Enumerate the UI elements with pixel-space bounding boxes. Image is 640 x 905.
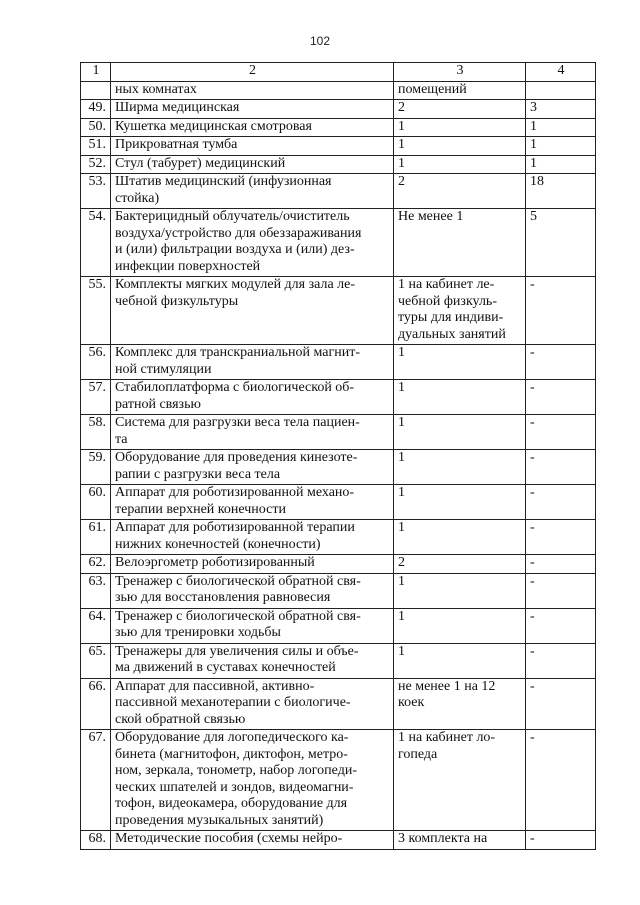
row-name: Прикроватная тумба bbox=[111, 137, 394, 156]
row-number: 50. bbox=[81, 118, 111, 137]
row-name: Оборудование для проведения кинезоте- рапии с разгрузки веса тела bbox=[111, 450, 394, 485]
table-row bbox=[81, 573, 596, 608]
row-standard: 1 на кабинет ле- чебной физкуль- туры для индиви- дуальных занятий bbox=[394, 277, 526, 345]
row-quantity: - bbox=[526, 415, 596, 450]
table-row bbox=[81, 137, 596, 156]
table-row bbox=[81, 100, 596, 119]
table-row bbox=[81, 209, 596, 277]
row-name: Стул (табурет) медицинский bbox=[111, 155, 394, 174]
row-number: 53. bbox=[81, 174, 111, 209]
row-name: ных комнатах bbox=[111, 81, 394, 100]
row-number: 57. bbox=[81, 380, 111, 415]
table-row bbox=[81, 81, 596, 100]
row-quantity: - bbox=[526, 520, 596, 555]
table-row bbox=[81, 345, 596, 380]
row-quantity: 1 bbox=[526, 155, 596, 174]
row-standard: 1 bbox=[394, 573, 526, 608]
header-cell-name: 2 bbox=[111, 63, 394, 82]
row-quantity: 1 bbox=[526, 137, 596, 156]
row-quantity: - bbox=[526, 608, 596, 643]
row-number: 68. bbox=[81, 831, 111, 850]
row-name: Аппарат для пассивной, активно- пассивной механотерапии с биологиче- ской обратной связью bbox=[111, 678, 394, 730]
row-number: 51. bbox=[81, 137, 111, 156]
row-number: 67. bbox=[81, 730, 111, 831]
row-quantity: - bbox=[526, 730, 596, 831]
row-standard: помещений bbox=[394, 81, 526, 100]
row-standard: 1 на кабинет ло- гопеда bbox=[394, 730, 526, 831]
row-quantity: - bbox=[526, 485, 596, 520]
row-standard: 1 bbox=[394, 137, 526, 156]
header-cell-qty: 4 bbox=[526, 63, 596, 82]
header-cell-standard: 3 bbox=[394, 63, 526, 82]
row-quantity bbox=[526, 81, 596, 100]
row-quantity: - bbox=[526, 573, 596, 608]
row-name: Аппарат для роботизированной терапии нижних конечностей (конечности) bbox=[111, 520, 394, 555]
row-standard: 2 bbox=[394, 100, 526, 119]
row-name: Аппарат для роботизированной механо- терапии верхней конечности bbox=[111, 485, 394, 520]
table-row bbox=[81, 380, 596, 415]
row-quantity: 3 bbox=[526, 100, 596, 119]
row-standard: 1 bbox=[394, 643, 526, 678]
row-quantity: 18 bbox=[526, 174, 596, 209]
table-row bbox=[81, 174, 596, 209]
row-name: Бактерицидный облучатель/очиститель воздуха/устройство для обеззараживания и (или) фильтрации воздуха и (или) дез- инфекции поверхностей bbox=[111, 209, 394, 277]
row-quantity: - bbox=[526, 277, 596, 345]
row-number: 52. bbox=[81, 155, 111, 174]
table-row bbox=[81, 831, 596, 850]
row-number: 55. bbox=[81, 277, 111, 345]
row-number: 60. bbox=[81, 485, 111, 520]
table-header-row bbox=[81, 63, 596, 82]
row-number: 63. bbox=[81, 573, 111, 608]
row-standard: 1 bbox=[394, 450, 526, 485]
row-quantity: - bbox=[526, 380, 596, 415]
table-row bbox=[81, 643, 596, 678]
row-number: 61. bbox=[81, 520, 111, 555]
row-standard: 1 bbox=[394, 155, 526, 174]
row-name: Штатив медицинский (инфузионная стойка) bbox=[111, 174, 394, 209]
row-name: Ширма медицинская bbox=[111, 100, 394, 119]
row-name: Велоэргометр роботизированный bbox=[111, 555, 394, 574]
row-name: Тренажер с биологической обратной свя- зью для тренировки ходьбы bbox=[111, 608, 394, 643]
row-number: 58. bbox=[81, 415, 111, 450]
table-row bbox=[81, 678, 596, 730]
row-standard: 1 bbox=[394, 485, 526, 520]
row-number: 56. bbox=[81, 345, 111, 380]
row-standard: 1 bbox=[394, 520, 526, 555]
row-name: Тренажеры для увеличения силы и объе- ма движений в суставах конечностей bbox=[111, 643, 394, 678]
row-standard: 2 bbox=[394, 555, 526, 574]
row-standard: 1 bbox=[394, 380, 526, 415]
table-row bbox=[81, 485, 596, 520]
row-name: Комплекс для транскраниальной магнит- ной стимуляции bbox=[111, 345, 394, 380]
row-quantity: - bbox=[526, 678, 596, 730]
table-row bbox=[81, 118, 596, 137]
row-standard: 3 комплекта на bbox=[394, 831, 526, 850]
row-quantity: - bbox=[526, 450, 596, 485]
table-row bbox=[81, 155, 596, 174]
row-quantity: - bbox=[526, 555, 596, 574]
table-row bbox=[81, 520, 596, 555]
row-number: 49. bbox=[81, 100, 111, 119]
row-number bbox=[81, 81, 111, 100]
row-standard: не менее 1 на 12 коек bbox=[394, 678, 526, 730]
row-standard: 1 bbox=[394, 345, 526, 380]
table-row bbox=[81, 608, 596, 643]
row-number: 59. bbox=[81, 450, 111, 485]
row-number: 65. bbox=[81, 643, 111, 678]
table-row bbox=[81, 730, 596, 831]
row-standard: 1 bbox=[394, 118, 526, 137]
equipment-table bbox=[80, 62, 596, 850]
row-name: Оборудование для логопедического ка- бинета (магнитофон, диктофон, метро- ном, зеркала, тонометр, набор логопеди- ческих шпателей и зондов, видеомагни- тофон, видеокамера, оборудование для проведения музыкальных занятий) bbox=[111, 730, 394, 831]
table-row bbox=[81, 555, 596, 574]
row-number: 64. bbox=[81, 608, 111, 643]
row-standard: 2 bbox=[394, 174, 526, 209]
header-cell-num: 1 bbox=[81, 63, 111, 82]
row-quantity: - bbox=[526, 643, 596, 678]
row-quantity: 1 bbox=[526, 118, 596, 137]
row-name: Тренажер с биологической обратной свя- зью для восстановления равновесия bbox=[111, 573, 394, 608]
row-standard: 1 bbox=[394, 415, 526, 450]
table-row bbox=[81, 415, 596, 450]
row-standard: Не менее 1 bbox=[394, 209, 526, 277]
row-name: Комплекты мягких модулей для зала ле- чебной физкультуры bbox=[111, 277, 394, 345]
row-name: Система для разгрузки веса тела пациен- та bbox=[111, 415, 394, 450]
row-quantity: - bbox=[526, 345, 596, 380]
table-row bbox=[81, 277, 596, 345]
table-row bbox=[81, 450, 596, 485]
row-standard: 1 bbox=[394, 608, 526, 643]
row-quantity: 5 bbox=[526, 209, 596, 277]
page-number: 102 bbox=[309, 34, 331, 48]
row-number: 66. bbox=[81, 678, 111, 730]
row-number: 54. bbox=[81, 209, 111, 277]
row-name: Стабилоплатформа с биологической об- ратной связью bbox=[111, 380, 394, 415]
row-quantity: - bbox=[526, 831, 596, 850]
row-name: Кушетка медицинская смотровая bbox=[111, 118, 394, 137]
row-name: Методические пособия (схемы нейро- bbox=[111, 831, 394, 850]
row-number: 62. bbox=[81, 555, 111, 574]
